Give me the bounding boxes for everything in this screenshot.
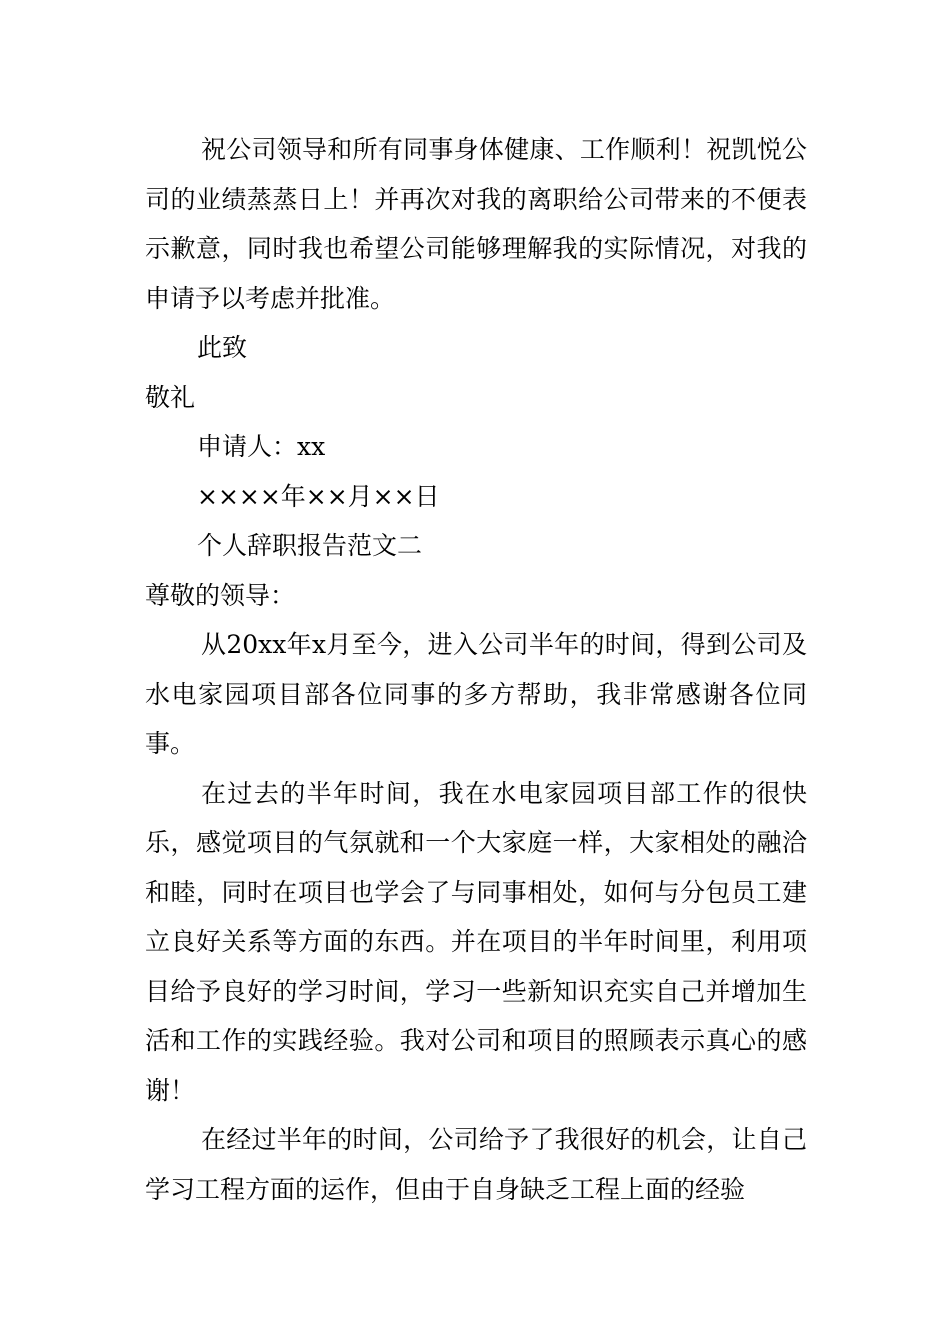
respect-line: 敬礼 <box>145 382 196 412</box>
date-line: ××××年××月××日 <box>197 481 440 511</box>
closing-wishes-paragraph: 祝公司领导和所有同事身体健康、工作顺利！祝凯悦公司的业绩蒸蒸日上！并再次对我的离职给公司带来的不便表示歉意，同时我也希望公司能够理解我的实际情况，对我的申请予以考虑并批准。 <box>145 135 807 313</box>
closing-salutation-line: 此致 <box>197 333 248 362</box>
greeting-line: 尊敬的领导： <box>145 580 296 610</box>
applicant-line: 申请人：xx <box>197 432 326 461</box>
intro-paragraph: 从20xx年x月至今，进入公司半年的时间，得到公司及水电家园项目部各位同事的多方帮助，我非常感谢各位同事。 <box>145 630 807 758</box>
document-body <box>145 125 807 1214</box>
reason-paragraph: 在经过半年的时间，公司给予了我很好的机会，让自己学习工程方面的运作，但由于自身缺乏工程上面的经验 <box>145 1125 807 1204</box>
experience-paragraph: 在过去的半年时间，我在水电家园项目部工作的很快乐，感觉项目的气氛就和一个大家庭一样，大家相处的融洽和睦，同时在项目也学会了与同事相处，如何与分包员工建立良好关系等方面的东西。并在项目的半年时间里，利用项目给予良好的学习时间，学习一些新知识充实自己并增加生活和工作的实践经验。我对公司和项目的照顾表示真心的感谢！ <box>145 778 807 1105</box>
sample-title-line: 个人辞职报告范文二 <box>197 531 423 560</box>
